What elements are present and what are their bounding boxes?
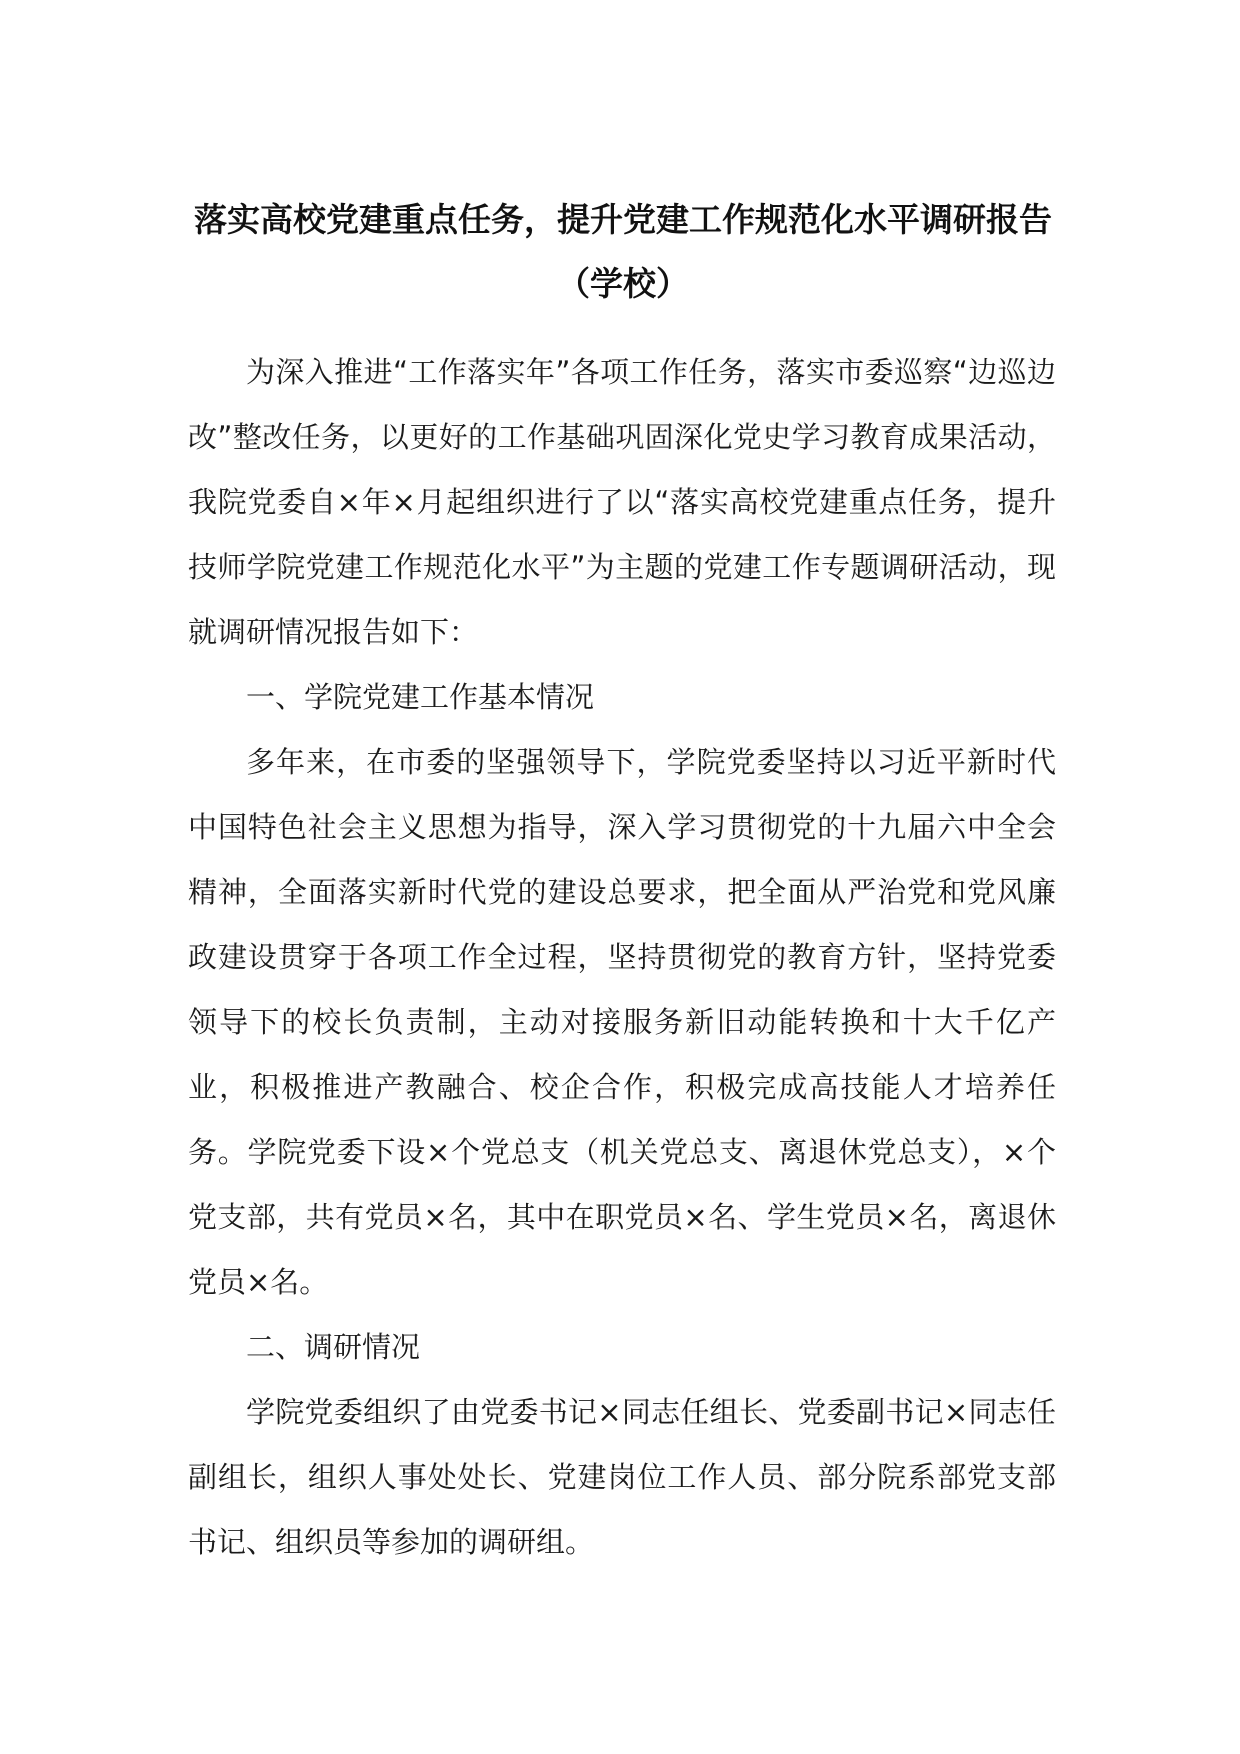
section-heading-1: 一、学院党建工作基本情况 [246,680,595,714]
document-title: 落实高校党建重点任务，提升党建工作规范化水平调研报告（学校） [194,200,1052,303]
section-1-paragraph: 多年来，在市委的坚强领导下，学院党委坚持以习近平新时代中国特色社会主义思想为指导，深入学习贯彻党的十九届六中全会精神，全面落实新时代党的建设总要求，把全面从严治党和党风廉政建设贯穿于各项工作全过程，坚持贯彻党的教育方针，坚持党委领导下的校长负责制，主动对接服务新旧动能转换和十大千亿产业，积极推进产教融合、校企合作，积极完成高技能人才培养任务。学院党委下设×个党总支（机关党总支、离退休党总支），×个党支部，共有党员×名，其中在职党员×名、学生党员×名，离退休党员×名。 [188,745,1056,1299]
document-body [188,340,1056,1575]
section-2-paragraph: 学院党委组织了由党委书记×同志任组长、党委副书记×同志任副组长，组织人事处处长、党建岗位工作人员、部分院系部党支部书记、组织员等参加的调研组。 [188,1395,1056,1559]
intro-paragraph: 为深入推进“工作落实年”各项工作任务，落实市委巡察“边巡边改”整改任务，以更好的工作基础巩固深化党史学习教育成果活动，我院党委自×年×月起组织进行了以“落实高校党建重点任务，提升技师学院党建工作规范化水平”为主题的党建工作专题调研活动，现就调研情况报告如下： [188,355,1056,649]
section-heading-2: 二、调研情况 [246,1330,421,1364]
